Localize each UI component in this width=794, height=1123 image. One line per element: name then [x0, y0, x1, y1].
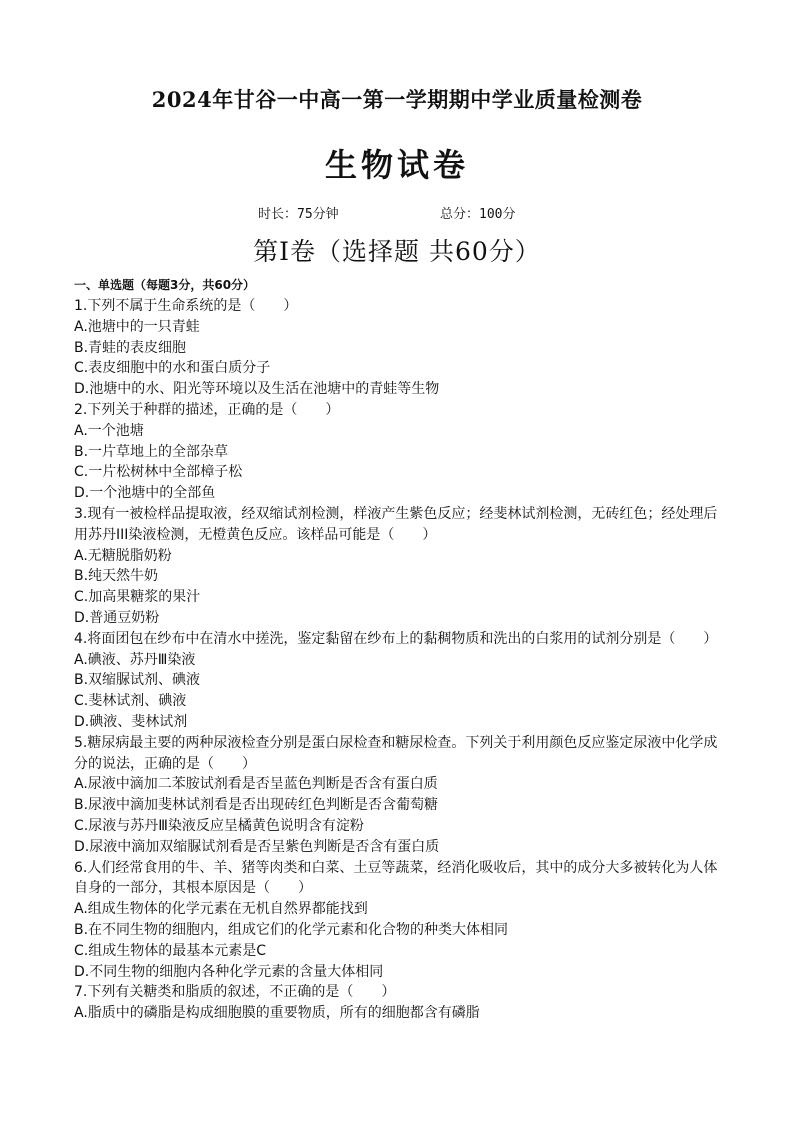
option-d: D.普通豆奶粉	[74, 609, 160, 626]
part-heading: 一、单选题（每题3分，共60分）	[74, 278, 256, 292]
option-b: B.一片草地上的全部杂草	[74, 443, 229, 460]
option-c: C.加高果糖浆的果汁	[74, 589, 201, 606]
question-6	[74, 858, 724, 983]
option-d: D.一个池塘中的全部鱼	[74, 485, 216, 502]
question-1	[74, 296, 724, 400]
option-a: A.组成生物体的化学元素在无机自然界都能找到	[74, 901, 368, 918]
option-b: B.尿液中滴加斐林试剂看是否出现砖红色判断是否含葡萄糖	[74, 797, 439, 814]
option-a: A.脂质中的磷脂是构成细胞膜的重要物质，所有的细胞都含有磷脂	[74, 1005, 480, 1022]
exam-title: 2024年甘谷一中高一第一学期期中学业质量检测卷	[151, 87, 643, 112]
option-b: B.纯天然牛奶	[74, 568, 159, 585]
question-stem: 3.现有一被检样品提取液，经双缩试剂检测，样液产生紫色反应；经斐林试剂检测，无砖红色；经处理后用苏丹III染液检测，无橙黄色反应。该样品可能是（ ）	[74, 505, 718, 543]
exam-total-score: 总分：100分	[440, 207, 516, 222]
option-c: C.表皮细胞中的水和蛋白质分子	[74, 360, 271, 377]
option-b: B.双缩脲试剂、碘液	[74, 672, 201, 689]
question-7	[74, 982, 724, 1024]
question-stem: 2.下列关于种群的描述，正确的是（ ）	[74, 401, 340, 418]
option-c: C.组成生物体的最基本元素是C	[74, 942, 267, 959]
option-a: A.无糖脱脂奶粉	[74, 547, 172, 564]
question-stem: 1.下列不属于生命系统的是（ ）	[74, 298, 298, 314]
question-5	[74, 733, 724, 858]
option-d: D.碘液、斐林试剂	[74, 713, 188, 730]
option-a: A.碘液、苏丹Ⅲ染液	[74, 651, 196, 668]
question-3	[74, 504, 724, 629]
option-a: A.尿液中滴加二苯胺试剂看是否呈蓝色判断是否含有蛋白质	[74, 776, 438, 793]
question-4	[74, 629, 724, 733]
question-stem: 7.下列有关糖类和脂质的叙述，不正确的是（ ）	[74, 984, 396, 1001]
option-d: D.不同生物的细胞内各种化学元素的含量大体相同	[74, 963, 384, 980]
exam-duration: 时长：75分钟	[258, 207, 339, 222]
question-stem: 5.糖尿病最主要的两种尿液检查分别是蛋白尿检查和糖尿检查。下列关于利用颜色反应鉴定尿液中化学成分的说法，正确的是（ ）	[74, 734, 718, 772]
option-d: D.尿液中滴加双缩脲试剂看是否呈紫色判断是否含有蛋白质	[74, 838, 440, 855]
option-b: B.青蛙的表皮细胞	[74, 339, 187, 356]
subject-title: 生物试卷	[324, 146, 469, 184]
option-c: C.斐林试剂、碘液	[74, 693, 187, 710]
option-d: D.池塘中的水、阳光等环境以及生活在池塘中的青蛙等生物	[74, 381, 440, 398]
question-stem: 4.将面团包在纱布中在清水中搓洗，鉴定黏留在纱布上的黏稠物质和洗出的白浆用的试剂分别是（ ）	[74, 630, 718, 647]
section-title: 第Ⅰ卷（选择题 共60分）	[253, 237, 541, 266]
option-a: A.一个池塘	[74, 422, 144, 439]
option-c: C.尿液与苏丹Ⅲ染液反应呈橘黄色说明含有淀粉	[74, 817, 364, 834]
option-a: A.池塘中的一只青蛙	[74, 318, 200, 335]
option-b: B.在不同生物的细胞内，组成它们的化学元素和化合物的种类大体相同	[74, 921, 509, 938]
question-stem: 6.人们经常食用的牛、羊、猪等肉类和白菜、土豆等蔬菜，经消化吸收后，其中的成分大多被转化为人体自身的一部分，其根本原因是（ ）	[74, 859, 718, 897]
questions-area	[74, 277, 724, 1024]
question-2	[74, 400, 724, 504]
option-c: C.一片松树林中全部樟子松	[74, 464, 243, 481]
